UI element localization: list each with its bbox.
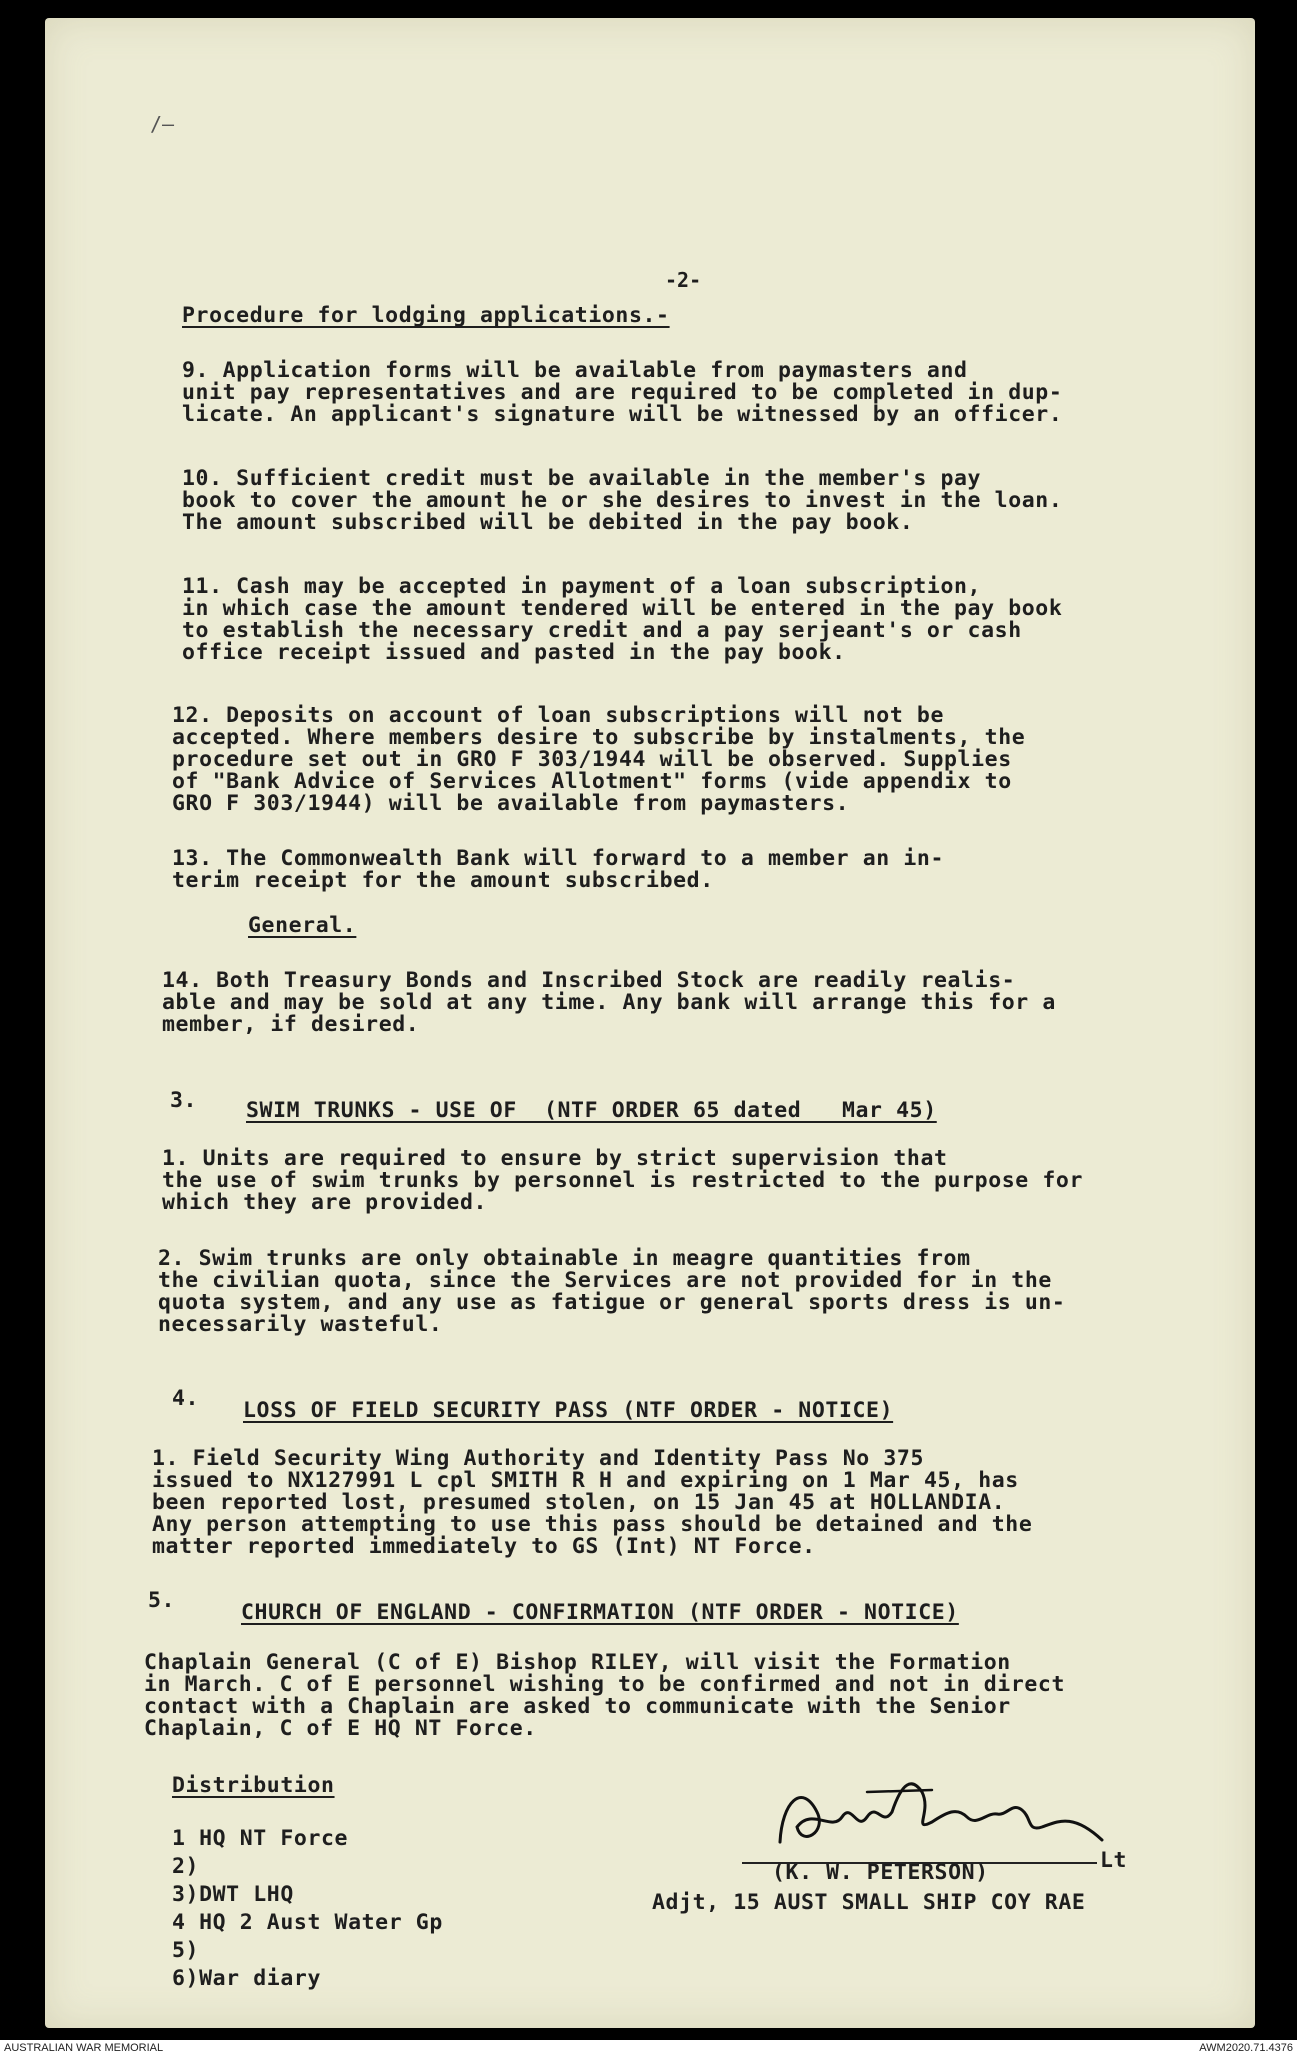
signatory-title: Adjt, 15 AUST SMALL SHIP COY RAE [652,1890,1086,1915]
paragraph-13: 13. The Commonwealth Bank will forward to a member an in- terim receipt for the amount subscribed. [172,846,945,893]
page-number: -2- [665,268,702,292]
paragraph-12: 12. Deposits on account of loan subscriptions will not be accepted. Where members desire to subscribe by instalments, the procedure set out in GRO F 303/1944 will be observed. Supplies of "Bank Advice of Services Allotment" forms (vide appendix to GRO F 303/1944) will be available from paymasters. [172,703,1026,816]
section-5-heading: CHURCH OF ENGLAND - CONFIRMATION (NTF ORDER - NOTICE) [241,1600,959,1625]
procedure-heading: Procedure for lodging applications.- [182,303,670,328]
general-heading: General. [248,913,357,938]
section-4-number: 4. [172,1386,200,1411]
paragraph-11: 11. Cash may be accepted in payment of a loan subscription, in which case the amount tendered will be entered in the pay book to establish the necessary credit and a pay serjeant's or cash office receipt issued and pasted in the pay book. [182,574,1063,665]
signatory-rank: Lt [1100,1848,1128,1873]
corner-mark: /— [150,112,175,136]
section-4-heading: LOSS OF FIELD SECURITY PASS (NTF ORDER - NOTICE) [243,1398,894,1423]
distribution-list: 1 HQ NT Force 2) 3)DWT LHQ 4 HQ 2 Aust Water Gp 5) 6)War diary [172,1826,443,1991]
signatory-name: (K. W. PETERSON) [772,1860,989,1885]
paragraph-14: 14. Both Treasury Bonds and Inscribed Stock are readily realis- able and may be sold at any time. Any bank will arrange this for a member, if desired. [162,968,1056,1037]
section-4-paragraph-1: 1. Field Security Wing Authority and Identity Pass No 375 issued to NX127991 L cpl SMITH R H and expiring on 1 Mar 45, has been reported lost, presumed stolen, on 15 Jan 45 at HOLLANDIA. Any person attempting to use this pass should be detained and the matter reported immediately to GS (Int) NT Force. [152,1446,1033,1559]
section-3-paragraph-2: 2. Swim trunks are only obtainable in meagre quantities from the civilian quota, since the Services are not provided for in the quota system, and any use as fatigue or general sports dress is un- necessarily wasteful. [158,1246,1066,1337]
section-5-paragraph-1: Chaplain General (C of E) Bishop RILEY, will visit the Formation in March. C of E personnel wishing to be confirmed and not in direct contact with a Chaplain are asked to communicate with the Senior Chaplain, C of E HQ NT Force. [144,1650,1065,1741]
section-3-paragraph-1: 1. Units are required to ensure by strict supervision that the use of swim trunks by personnel is restricted to the purpose for which they are provided. [162,1146,1083,1215]
section-5-number: 5. [148,1588,176,1613]
section-3-heading: SWIM TRUNKS - USE OF (NTF ORDER 65 dated Mar 45) [246,1098,937,1123]
paragraph-10: 10. Sufficient credit must be available in the member's pay book to cover the amount he or she desires to invest in the loan. The amount subscribed will be debited in the pay book. [182,466,1063,535]
paragraph-9: 9. Application forms will be available from paymasters and unit pay representatives and are required to be completed in dup- licate. An applicant's signature will be witnessed by an officer. [182,358,1063,427]
footer-institution: AUSTRALIAN WAR MEMORIAL [4,2042,164,2054]
footer-catalog-number: AWM2020.71.4376 [1199,2042,1293,2054]
handwritten-signature [772,1772,1112,1862]
section-3-number: 3. [170,1088,198,1113]
distribution-heading: Distribution [172,1773,335,1798]
